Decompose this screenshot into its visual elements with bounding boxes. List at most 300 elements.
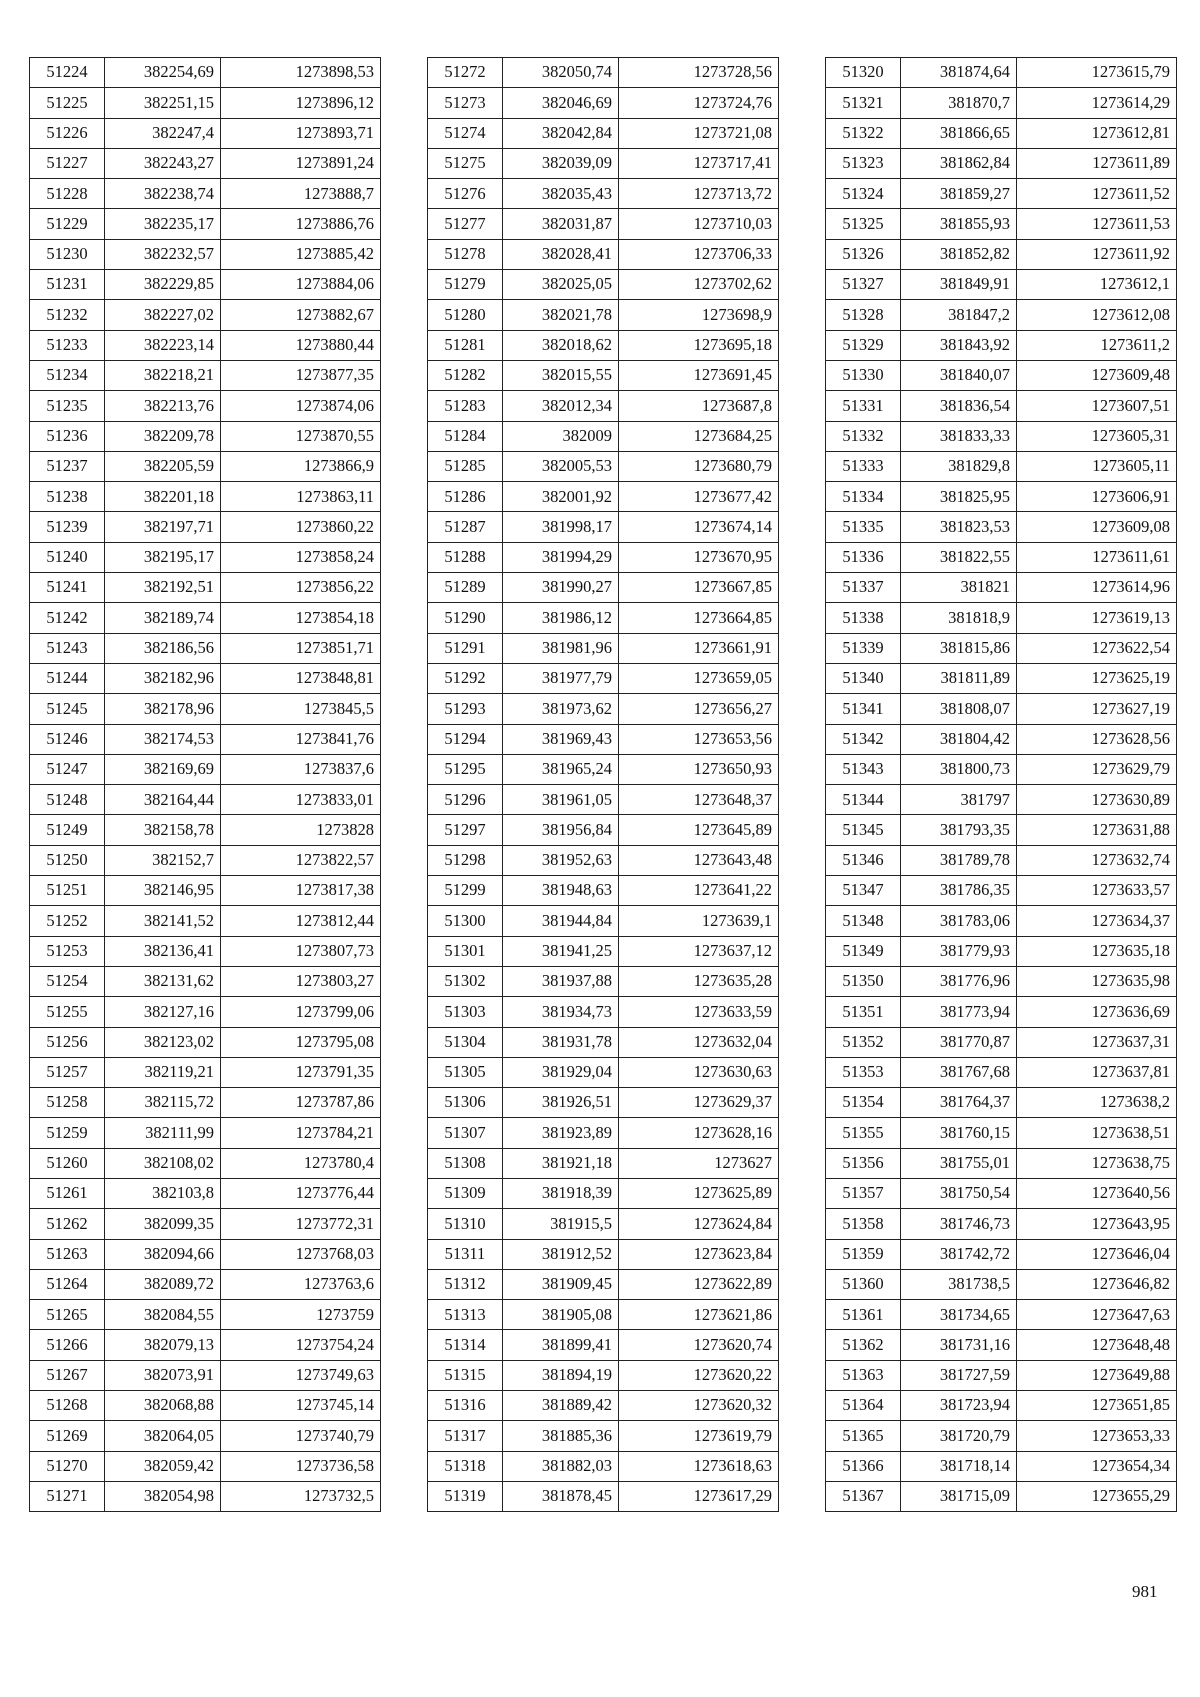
y-coordinate-cell: 1273664,85 bbox=[619, 603, 779, 633]
table-row bbox=[30, 1057, 381, 1087]
point-id-cell: 51291 bbox=[428, 633, 503, 663]
x-coordinate-cell: 382025,05 bbox=[503, 270, 619, 300]
table-row bbox=[826, 1300, 1177, 1330]
x-coordinate-cell: 381952,63 bbox=[503, 845, 619, 875]
table-row bbox=[30, 997, 381, 1027]
table-row bbox=[826, 906, 1177, 936]
coordinates-table-2 bbox=[427, 57, 779, 1512]
table-row bbox=[428, 754, 779, 784]
y-coordinate-cell: 1273629,79 bbox=[1017, 754, 1177, 784]
x-coordinate-cell: 382251,15 bbox=[105, 88, 221, 118]
y-coordinate-cell: 1273609,48 bbox=[1017, 360, 1177, 390]
x-coordinate-cell: 382192,51 bbox=[105, 573, 221, 603]
x-coordinate-cell: 382169,69 bbox=[105, 754, 221, 784]
y-coordinate-cell: 1273611,53 bbox=[1017, 209, 1177, 239]
y-coordinate-cell: 1273637,12 bbox=[619, 936, 779, 966]
x-coordinate-cell: 381859,27 bbox=[901, 179, 1017, 209]
table-row bbox=[826, 724, 1177, 754]
point-id-cell: 51305 bbox=[428, 1057, 503, 1087]
point-id-cell: 51246 bbox=[30, 724, 105, 754]
x-coordinate-cell: 381870,7 bbox=[901, 88, 1017, 118]
y-coordinate-cell: 1273611,61 bbox=[1017, 542, 1177, 572]
x-coordinate-cell: 381852,82 bbox=[901, 239, 1017, 269]
table-row bbox=[826, 1330, 1177, 1360]
point-id-cell: 51361 bbox=[826, 1300, 901, 1330]
y-coordinate-cell: 1273860,22 bbox=[221, 512, 381, 542]
point-id-cell: 51282 bbox=[428, 360, 503, 390]
y-coordinate-cell: 1273702,62 bbox=[619, 270, 779, 300]
point-id-cell: 51317 bbox=[428, 1421, 503, 1451]
point-id-cell: 51284 bbox=[428, 421, 503, 451]
table-row bbox=[428, 148, 779, 178]
y-coordinate-cell: 1273768,03 bbox=[221, 1239, 381, 1269]
point-id-cell: 51271 bbox=[30, 1481, 105, 1511]
x-coordinate-cell: 382039,09 bbox=[503, 148, 619, 178]
y-coordinate-cell: 1273607,51 bbox=[1017, 391, 1177, 421]
point-id-cell: 51296 bbox=[428, 785, 503, 815]
y-coordinate-cell: 1273706,33 bbox=[619, 239, 779, 269]
coordinates-table-1 bbox=[29, 57, 381, 1512]
table-row bbox=[30, 1481, 381, 1511]
y-coordinate-cell: 1273772,31 bbox=[221, 1209, 381, 1239]
table-row bbox=[826, 1088, 1177, 1118]
x-coordinate-cell: 382158,78 bbox=[105, 815, 221, 845]
table-row bbox=[30, 542, 381, 572]
table-row bbox=[826, 966, 1177, 996]
y-coordinate-cell: 1273893,71 bbox=[221, 118, 381, 148]
y-coordinate-cell: 1273639,1 bbox=[619, 906, 779, 936]
table-row bbox=[428, 1148, 779, 1178]
table-row bbox=[30, 360, 381, 390]
x-coordinate-cell: 382195,17 bbox=[105, 542, 221, 572]
point-id-cell: 51355 bbox=[826, 1118, 901, 1148]
point-id-cell: 51298 bbox=[428, 845, 503, 875]
point-id-cell: 51339 bbox=[826, 633, 901, 663]
table-row bbox=[826, 179, 1177, 209]
point-id-cell: 51261 bbox=[30, 1178, 105, 1208]
y-coordinate-cell: 1273611,89 bbox=[1017, 148, 1177, 178]
table-row bbox=[30, 391, 381, 421]
x-coordinate-cell: 382001,92 bbox=[503, 482, 619, 512]
x-coordinate-cell: 382042,84 bbox=[503, 118, 619, 148]
point-id-cell: 51308 bbox=[428, 1148, 503, 1178]
y-coordinate-cell: 1273882,67 bbox=[221, 300, 381, 330]
x-coordinate-cell: 382201,18 bbox=[105, 482, 221, 512]
point-id-cell: 51262 bbox=[30, 1209, 105, 1239]
table-row bbox=[428, 1027, 779, 1057]
y-coordinate-cell: 1273630,89 bbox=[1017, 785, 1177, 815]
point-id-cell: 51307 bbox=[428, 1118, 503, 1148]
table-row bbox=[30, 603, 381, 633]
point-id-cell: 51234 bbox=[30, 360, 105, 390]
point-id-cell: 51229 bbox=[30, 209, 105, 239]
point-id-cell: 51301 bbox=[428, 936, 503, 966]
point-id-cell: 51247 bbox=[30, 754, 105, 784]
table-row bbox=[428, 1481, 779, 1511]
x-coordinate-cell: 381767,68 bbox=[901, 1057, 1017, 1087]
table-row bbox=[826, 876, 1177, 906]
y-coordinate-cell: 1273634,37 bbox=[1017, 906, 1177, 936]
y-coordinate-cell: 1273611,92 bbox=[1017, 239, 1177, 269]
y-coordinate-cell: 1273848,81 bbox=[221, 663, 381, 693]
point-id-cell: 51239 bbox=[30, 512, 105, 542]
x-coordinate-cell: 382046,69 bbox=[503, 88, 619, 118]
table-row bbox=[428, 1300, 779, 1330]
point-id-cell: 51270 bbox=[30, 1451, 105, 1481]
table-row bbox=[30, 482, 381, 512]
point-id-cell: 51267 bbox=[30, 1360, 105, 1390]
point-id-cell: 51351 bbox=[826, 997, 901, 1027]
table-row bbox=[826, 209, 1177, 239]
table-row bbox=[428, 1178, 779, 1208]
point-id-cell: 51275 bbox=[428, 148, 503, 178]
point-id-cell: 51316 bbox=[428, 1391, 503, 1421]
x-coordinate-cell: 381961,05 bbox=[503, 785, 619, 815]
point-id-cell: 51360 bbox=[826, 1269, 901, 1299]
table-row bbox=[826, 694, 1177, 724]
point-id-cell: 51311 bbox=[428, 1239, 503, 1269]
y-coordinate-cell: 1273670,95 bbox=[619, 542, 779, 572]
point-id-cell: 51356 bbox=[826, 1148, 901, 1178]
table-row bbox=[428, 1269, 779, 1299]
table-row bbox=[30, 1178, 381, 1208]
x-coordinate-cell: 381934,73 bbox=[503, 997, 619, 1027]
table-row bbox=[826, 1481, 1177, 1511]
y-coordinate-cell: 1273620,22 bbox=[619, 1360, 779, 1390]
x-coordinate-cell: 382018,62 bbox=[503, 330, 619, 360]
point-id-cell: 51266 bbox=[30, 1330, 105, 1360]
table-row bbox=[826, 451, 1177, 481]
y-coordinate-cell: 1273627 bbox=[619, 1148, 779, 1178]
x-coordinate-cell: 382131,62 bbox=[105, 966, 221, 996]
y-coordinate-cell: 1273724,76 bbox=[619, 88, 779, 118]
point-id-cell: 51300 bbox=[428, 906, 503, 936]
y-coordinate-cell: 1273833,01 bbox=[221, 785, 381, 815]
y-coordinate-cell: 1273880,44 bbox=[221, 330, 381, 360]
x-coordinate-cell: 381862,84 bbox=[901, 148, 1017, 178]
y-coordinate-cell: 1273635,28 bbox=[619, 966, 779, 996]
table-row bbox=[30, 239, 381, 269]
table-row bbox=[428, 451, 779, 481]
x-coordinate-cell: 381789,78 bbox=[901, 845, 1017, 875]
table-row bbox=[30, 876, 381, 906]
x-coordinate-cell: 382064,05 bbox=[105, 1421, 221, 1451]
x-coordinate-cell: 381998,17 bbox=[503, 512, 619, 542]
table-row bbox=[428, 482, 779, 512]
x-coordinate-cell: 381994,29 bbox=[503, 542, 619, 572]
point-id-cell: 51309 bbox=[428, 1178, 503, 1208]
x-coordinate-cell: 382247,4 bbox=[105, 118, 221, 148]
point-id-cell: 51277 bbox=[428, 209, 503, 239]
y-coordinate-cell: 1273795,08 bbox=[221, 1027, 381, 1057]
point-id-cell: 51313 bbox=[428, 1300, 503, 1330]
y-coordinate-cell: 1273684,25 bbox=[619, 421, 779, 451]
y-coordinate-cell: 1273637,31 bbox=[1017, 1027, 1177, 1057]
table-row bbox=[826, 845, 1177, 875]
table-row bbox=[826, 1178, 1177, 1208]
table-row bbox=[826, 542, 1177, 572]
x-coordinate-cell: 382050,74 bbox=[503, 58, 619, 88]
x-coordinate-cell: 382012,34 bbox=[503, 391, 619, 421]
point-id-cell: 51258 bbox=[30, 1088, 105, 1118]
x-coordinate-cell: 382021,78 bbox=[503, 300, 619, 330]
y-coordinate-cell: 1273641,22 bbox=[619, 876, 779, 906]
point-id-cell: 51233 bbox=[30, 330, 105, 360]
y-coordinate-cell: 1273856,22 bbox=[221, 573, 381, 603]
y-coordinate-cell: 1273740,79 bbox=[221, 1421, 381, 1451]
point-id-cell: 51288 bbox=[428, 542, 503, 572]
point-id-cell: 51326 bbox=[826, 239, 901, 269]
x-coordinate-cell: 381944,84 bbox=[503, 906, 619, 936]
x-coordinate-cell: 381923,89 bbox=[503, 1118, 619, 1148]
y-coordinate-cell: 1273619,79 bbox=[619, 1421, 779, 1451]
x-coordinate-cell: 381723,94 bbox=[901, 1391, 1017, 1421]
point-id-cell: 51274 bbox=[428, 118, 503, 148]
table-row bbox=[30, 1269, 381, 1299]
y-coordinate-cell: 1273614,96 bbox=[1017, 573, 1177, 603]
page-number: 981 bbox=[1132, 1582, 1158, 1601]
point-id-cell: 51292 bbox=[428, 663, 503, 693]
point-id-cell: 51243 bbox=[30, 633, 105, 663]
point-id-cell: 51365 bbox=[826, 1421, 901, 1451]
x-coordinate-cell: 381797 bbox=[901, 785, 1017, 815]
y-coordinate-cell: 1273624,84 bbox=[619, 1209, 779, 1239]
table-row bbox=[30, 1360, 381, 1390]
x-coordinate-cell: 382146,95 bbox=[105, 876, 221, 906]
x-coordinate-cell: 381760,15 bbox=[901, 1118, 1017, 1148]
table-row bbox=[428, 58, 779, 88]
point-id-cell: 51331 bbox=[826, 391, 901, 421]
point-id-cell: 51232 bbox=[30, 300, 105, 330]
point-id-cell: 51263 bbox=[30, 1239, 105, 1269]
point-id-cell: 51299 bbox=[428, 876, 503, 906]
table-row bbox=[428, 512, 779, 542]
table-row bbox=[428, 1360, 779, 1390]
y-coordinate-cell: 1273721,08 bbox=[619, 118, 779, 148]
x-coordinate-cell: 381926,51 bbox=[503, 1088, 619, 1118]
point-id-cell: 51248 bbox=[30, 785, 105, 815]
x-coordinate-cell: 381956,84 bbox=[503, 815, 619, 845]
x-coordinate-cell: 382213,76 bbox=[105, 391, 221, 421]
x-coordinate-cell: 382189,74 bbox=[105, 603, 221, 633]
x-coordinate-cell: 381905,08 bbox=[503, 1300, 619, 1330]
x-coordinate-cell: 381937,88 bbox=[503, 966, 619, 996]
point-id-cell: 51367 bbox=[826, 1481, 901, 1511]
y-coordinate-cell: 1273841,76 bbox=[221, 724, 381, 754]
point-id-cell: 51329 bbox=[826, 330, 901, 360]
x-coordinate-cell: 382229,85 bbox=[105, 270, 221, 300]
y-coordinate-cell: 1273812,44 bbox=[221, 906, 381, 936]
y-coordinate-cell: 1273619,13 bbox=[1017, 603, 1177, 633]
y-coordinate-cell: 1273886,76 bbox=[221, 209, 381, 239]
point-id-cell: 51231 bbox=[30, 270, 105, 300]
point-id-cell: 51240 bbox=[30, 542, 105, 572]
table-row bbox=[30, 1148, 381, 1178]
table-row bbox=[428, 542, 779, 572]
table-row bbox=[428, 633, 779, 663]
point-id-cell: 51310 bbox=[428, 1209, 503, 1239]
x-coordinate-cell: 381822,55 bbox=[901, 542, 1017, 572]
y-coordinate-cell: 1273625,89 bbox=[619, 1178, 779, 1208]
point-id-cell: 51318 bbox=[428, 1451, 503, 1481]
table-row bbox=[826, 512, 1177, 542]
x-coordinate-cell: 381808,07 bbox=[901, 694, 1017, 724]
point-id-cell: 51238 bbox=[30, 482, 105, 512]
table-row bbox=[826, 754, 1177, 784]
y-coordinate-cell: 1273648,48 bbox=[1017, 1330, 1177, 1360]
x-coordinate-cell: 381811,89 bbox=[901, 663, 1017, 693]
x-coordinate-cell: 382115,72 bbox=[105, 1088, 221, 1118]
table-row bbox=[30, 663, 381, 693]
y-coordinate-cell: 1273845,5 bbox=[221, 694, 381, 724]
y-coordinate-cell: 1273745,14 bbox=[221, 1391, 381, 1421]
x-coordinate-cell: 381874,64 bbox=[901, 58, 1017, 88]
x-coordinate-cell: 381921,18 bbox=[503, 1148, 619, 1178]
x-coordinate-cell: 381746,73 bbox=[901, 1209, 1017, 1239]
table-row bbox=[826, 785, 1177, 815]
x-coordinate-cell: 381770,87 bbox=[901, 1027, 1017, 1057]
x-coordinate-cell: 382094,66 bbox=[105, 1239, 221, 1269]
table-row bbox=[428, 360, 779, 390]
point-id-cell: 51354 bbox=[826, 1088, 901, 1118]
table-row bbox=[826, 815, 1177, 845]
x-coordinate-cell: 381738,5 bbox=[901, 1269, 1017, 1299]
point-id-cell: 51304 bbox=[428, 1027, 503, 1057]
table-row bbox=[826, 997, 1177, 1027]
y-coordinate-cell: 1273874,06 bbox=[221, 391, 381, 421]
x-coordinate-cell: 381849,91 bbox=[901, 270, 1017, 300]
x-coordinate-cell: 382103,8 bbox=[105, 1178, 221, 1208]
x-coordinate-cell: 382084,55 bbox=[105, 1300, 221, 1330]
table-row bbox=[30, 966, 381, 996]
table-row bbox=[826, 603, 1177, 633]
point-id-cell: 51235 bbox=[30, 391, 105, 421]
point-id-cell: 51251 bbox=[30, 876, 105, 906]
y-coordinate-cell: 1273695,18 bbox=[619, 330, 779, 360]
y-coordinate-cell: 1273698,9 bbox=[619, 300, 779, 330]
x-coordinate-cell: 381731,16 bbox=[901, 1330, 1017, 1360]
x-coordinate-cell: 381829,8 bbox=[901, 451, 1017, 481]
y-coordinate-cell: 1273638,51 bbox=[1017, 1118, 1177, 1148]
point-id-cell: 51328 bbox=[826, 300, 901, 330]
point-id-cell: 51280 bbox=[428, 300, 503, 330]
point-id-cell: 51352 bbox=[826, 1027, 901, 1057]
table-row bbox=[30, 512, 381, 542]
point-id-cell: 51364 bbox=[826, 1391, 901, 1421]
table-row bbox=[428, 118, 779, 148]
y-coordinate-cell: 1273791,35 bbox=[221, 1057, 381, 1087]
x-coordinate-cell: 381843,92 bbox=[901, 330, 1017, 360]
y-coordinate-cell: 1273620,32 bbox=[619, 1391, 779, 1421]
x-coordinate-cell: 381750,54 bbox=[901, 1178, 1017, 1208]
table-row bbox=[30, 936, 381, 966]
x-coordinate-cell: 381833,33 bbox=[901, 421, 1017, 451]
point-id-cell: 51283 bbox=[428, 391, 503, 421]
point-id-cell: 51293 bbox=[428, 694, 503, 724]
point-id-cell: 51253 bbox=[30, 936, 105, 966]
y-coordinate-cell: 1273728,56 bbox=[619, 58, 779, 88]
x-coordinate-cell: 382152,7 bbox=[105, 845, 221, 875]
y-coordinate-cell: 1273609,08 bbox=[1017, 512, 1177, 542]
x-coordinate-cell: 382099,35 bbox=[105, 1209, 221, 1239]
point-id-cell: 51281 bbox=[428, 330, 503, 360]
table-row bbox=[428, 179, 779, 209]
x-coordinate-cell: 382031,87 bbox=[503, 209, 619, 239]
y-coordinate-cell: 1273877,35 bbox=[221, 360, 381, 390]
point-id-cell: 51289 bbox=[428, 573, 503, 603]
point-id-cell: 51347 bbox=[826, 876, 901, 906]
table-row bbox=[30, 421, 381, 451]
point-id-cell: 51265 bbox=[30, 1300, 105, 1330]
table-row bbox=[826, 148, 1177, 178]
table-row bbox=[826, 1057, 1177, 1087]
x-coordinate-cell: 381727,59 bbox=[901, 1360, 1017, 1390]
y-coordinate-cell: 1273780,4 bbox=[221, 1148, 381, 1178]
table-row bbox=[826, 391, 1177, 421]
x-coordinate-cell: 381889,42 bbox=[503, 1391, 619, 1421]
y-coordinate-cell: 1273625,19 bbox=[1017, 663, 1177, 693]
y-coordinate-cell: 1273898,53 bbox=[221, 58, 381, 88]
y-coordinate-cell: 1273754,24 bbox=[221, 1330, 381, 1360]
point-id-cell: 51227 bbox=[30, 148, 105, 178]
y-coordinate-cell: 1273617,29 bbox=[619, 1481, 779, 1511]
point-id-cell: 51314 bbox=[428, 1330, 503, 1360]
table-row bbox=[826, 118, 1177, 148]
table-row bbox=[30, 1088, 381, 1118]
point-id-cell: 51226 bbox=[30, 118, 105, 148]
x-coordinate-cell: 382182,96 bbox=[105, 663, 221, 693]
y-coordinate-cell: 1273635,18 bbox=[1017, 936, 1177, 966]
point-id-cell: 51268 bbox=[30, 1391, 105, 1421]
y-coordinate-cell: 1273817,38 bbox=[221, 876, 381, 906]
y-coordinate-cell: 1273661,91 bbox=[619, 633, 779, 663]
point-id-cell: 51241 bbox=[30, 573, 105, 603]
y-coordinate-cell: 1273713,72 bbox=[619, 179, 779, 209]
table-row bbox=[30, 1330, 381, 1360]
x-coordinate-cell: 382178,96 bbox=[105, 694, 221, 724]
x-coordinate-cell: 382015,55 bbox=[503, 360, 619, 390]
table-row bbox=[826, 360, 1177, 390]
x-coordinate-cell: 381836,54 bbox=[901, 391, 1017, 421]
y-coordinate-cell: 1273677,42 bbox=[619, 482, 779, 512]
point-id-cell: 51286 bbox=[428, 482, 503, 512]
x-coordinate-cell: 381977,79 bbox=[503, 663, 619, 693]
y-coordinate-cell: 1273633,57 bbox=[1017, 876, 1177, 906]
point-id-cell: 51230 bbox=[30, 239, 105, 269]
y-coordinate-cell: 1273870,55 bbox=[221, 421, 381, 451]
table-row bbox=[826, 1391, 1177, 1421]
table-row bbox=[826, 936, 1177, 966]
y-coordinate-cell: 1273620,74 bbox=[619, 1330, 779, 1360]
table-row bbox=[826, 270, 1177, 300]
y-coordinate-cell: 1273638,2 bbox=[1017, 1088, 1177, 1118]
x-coordinate-cell: 382028,41 bbox=[503, 239, 619, 269]
point-id-cell: 51333 bbox=[826, 451, 901, 481]
table-row bbox=[826, 421, 1177, 451]
y-coordinate-cell: 1273776,44 bbox=[221, 1178, 381, 1208]
point-id-cell: 51325 bbox=[826, 209, 901, 239]
point-id-cell: 51273 bbox=[428, 88, 503, 118]
y-coordinate-cell: 1273635,98 bbox=[1017, 966, 1177, 996]
y-coordinate-cell: 1273645,89 bbox=[619, 815, 779, 845]
x-coordinate-cell: 382223,14 bbox=[105, 330, 221, 360]
x-coordinate-cell: 381909,45 bbox=[503, 1269, 619, 1299]
point-id-cell: 51341 bbox=[826, 694, 901, 724]
y-coordinate-cell: 1273799,06 bbox=[221, 997, 381, 1027]
y-coordinate-cell: 1273655,29 bbox=[1017, 1481, 1177, 1511]
table-row bbox=[428, 1451, 779, 1481]
table-row bbox=[826, 1451, 1177, 1481]
